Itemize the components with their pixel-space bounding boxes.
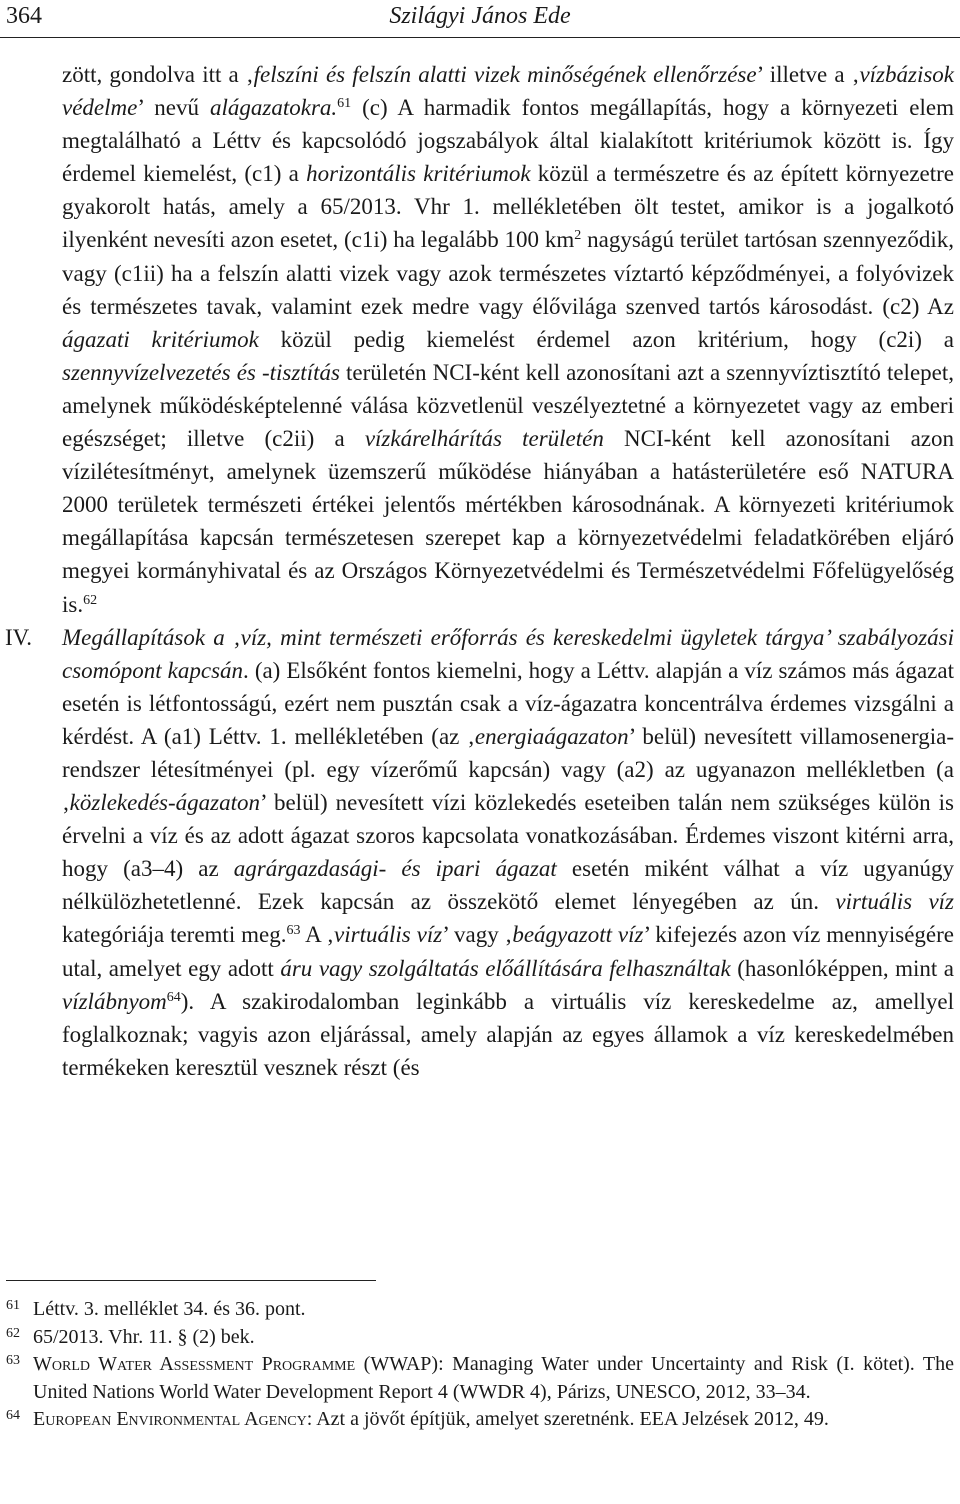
header-rule (0, 37, 960, 38)
italic-run: Megállapítások a ‚víz, mint természeti erőforrás és kereskedelmi ügyletek tárgya’ szabályozási csomópont kapcsán (62, 624, 954, 683)
text-run: (WWAP): Managing Water under Uncertainty and Risk (I. kötet). The United Nations World Water Development Report 4 (WWDR 4), Párizs, UNESCO, 2012, 33–34. (33, 1353, 954, 1403)
running-head: Szilágyi János Ede (389, 3, 571, 29)
text-run: (hasonlóképpen, mint a (730, 955, 954, 981)
text-run: ’ belül) nevesített villamosenergia-rendszer létesítményei (pl. egy vízerőmű kapcsán) vagy (a2) az ugyanazon mellékletben (a ‚ (62, 723, 954, 816)
text-run: közül pedig kiemelést érdemel azon kritérium, hogy (c2i) a (258, 326, 954, 352)
section-number: IV. (5, 624, 33, 650)
italic-run: ágazati kritériumok (62, 326, 259, 352)
section-iv (5, 621, 954, 1084)
italic-run: energiaágazaton (474, 723, 629, 749)
footnote-ref: 64 (166, 989, 181, 1005)
text-run: közül a természetre és az épített környezetre gyakorolt hatás, amely a 65/2013. Vhr 1. mellékletében ölt testet, amikor is a jogalkotó ilyenként nevesíti azon esetet, (c1i) ha legalább 100 km (62, 161, 954, 253)
small-caps-run: European Environmental Agency (33, 1408, 307, 1430)
text-run: ’ vagy ‚ (442, 922, 513, 948)
italic-run: virtuális víz (835, 889, 954, 915)
italic-run: vízlábnyom (62, 988, 167, 1014)
italic-run: felszíni és felszín alatti vizek minőségének ellenőrzése (253, 62, 757, 87)
footnote-ref: 61 (337, 96, 352, 112)
text-run: kategóriája teremti meg. (62, 922, 287, 948)
italic-run: beágyazott víz (512, 922, 644, 948)
italic-run: vízkárelhárítás területén (364, 426, 604, 452)
italic-run: virtuális víz (334, 922, 443, 948)
text-run: nagyságú terület tartósan szennyeződik, vagy (c1ii) ha a felszín alatti vizek vagy azok természetes víztartó képződményei, a folyóvizek és természetes tavak, valamint ezek medre vagy élővilága szenved tartós károsodást. (c2) Az (62, 227, 954, 319)
footnote-63: 63 World Water Assessment Programme (WWAP): Managing Water under Uncertainty and Risk (I. kötet). The United Nations World Water Development Report 4 (WWDR 4), Párizs, UNESCO, 2012, 33–34. (6, 1353, 954, 1403)
italic-run: vízbázisok védelme (62, 62, 954, 121)
page-number: 364 (6, 3, 42, 29)
text-run: : Azt a jövőt építjük, amelyet szeretnénk. EEA Jelzések 2012 (306, 1408, 794, 1430)
text-run: Léttv. 3. melléklet 34. és 36. pont. (33, 1298, 306, 1320)
footnote-ref: 2 (574, 228, 582, 244)
footnote-rule (6, 1280, 376, 1281)
text-run: ’ illetve a ‚ (756, 62, 860, 87)
footnote-text (33, 1408, 829, 1430)
body-text (5, 58, 954, 1084)
footnote-ref: 62 (83, 592, 98, 608)
text-run: ). A szakirodalomban leginkább a virtuális víz kereskedelme az, amellyel foglalkoznak; vagyis azon eljárással, amely alapján az egyes államok a víz kereskedelmében termékeken keresztül vesznek részt (és (62, 988, 954, 1080)
footnotes (6, 1296, 954, 1434)
small-caps-run: World Water Assessment Programme (33, 1353, 356, 1375)
italic-run: szennyvízelvezetés és -tisztítás (62, 359, 340, 385)
footnote-text (33, 1298, 306, 1320)
italic-run: áru vagy szolgáltatás előállítására felhasználtak (280, 955, 731, 981)
paragraph-2 (62, 621, 954, 1084)
text-run: területén NCI-ként kell azonosítani azt a szennyvíztisztító telepet, amelynek működésképtelenné válása közvetlenül veszélyeztetné a környezetet vagy az emberi egészséget; illetve (c2ii) a (62, 359, 954, 452)
footnote-text (33, 1326, 255, 1348)
text-run: zött, gondolva itt a ‚ (62, 62, 254, 87)
footnote-61: 61 Léttv. 3. melléklet 34. és 36. pont. (6, 1298, 306, 1320)
text-run: 65/2013. Vhr. 11. § (2) bek. (33, 1325, 255, 1348)
italic-run: alágazatokra. (210, 95, 338, 121)
text-run: A ‚ (300, 922, 335, 948)
italic-run: horizontális kritériumok (306, 161, 531, 187)
text-run: , 49. (793, 1408, 829, 1430)
footnote-text (33, 1353, 954, 1403)
italic-run: agrárgazdasági- és ipari ágazat (233, 856, 557, 882)
footnote-62: 62 65/2013. Vhr. 11. § (2) bek. (6, 1325, 255, 1348)
text-run: ’ nevű (137, 95, 210, 121)
text-run: (c) A harmadik fontos megállapítás, hogy a környezeti elem megtalálható a Léttv és kapcsolódó jogszabályok által kialakított kritériumok között is. Így érdemel kiemelést, (c1) a (62, 95, 954, 187)
footnote-ref: 63 (286, 923, 301, 939)
text-run: ’ kifejezés azon víz mennyiségére utal, amelyet egy adott (62, 922, 954, 981)
paragraph-1 (62, 58, 954, 621)
text-run: NCI-ként kell azonosítani azon vízilétesítményt, amelynek üzemszerű működése hiányában a hatásterületére eső NATURA 2000 területek természeti értékei jelentős mértékben károsodnának. A környezeti kritériumok megállapítása kapcsán természetesen szerepet kap a környezetvédelmi feladatkörében eljáró megyei kormányhivatal és az Országos Környezetvédelmi és Természetvédelmi Főfelügyelőség is. (62, 426, 954, 617)
footnote-64: 64 European Environmental Agency: Azt a jövőt építjük, amelyet szeretnénk. EEA Jelzések 2012, 49. (6, 1408, 829, 1430)
italic-run: közlekedés-ágazaton (69, 790, 261, 816)
text-run: . (a) Elsőként fontos kiemelni, hogy a Léttv. alapján a víz számos más ágazat esetén is létfontosságú, ezért nem pusztán csak a víz-ágazatra koncentrálva érdemes vizsgálni a kérdést. A (a1) Léttv. 1. mellékletében (az ‚ (62, 657, 954, 749)
text-run: ’ belül) nevesített vízi közlekedés eseteiben talán nem szükséges külön is érvelni a víz és az adott ágazat szoros kapcsolata vonatkozásában. Érdemes viszont kitérni arra, hogy (a3–4) az (62, 790, 954, 882)
text-run: esetén miként válhat a víz ugyanúgy nélkülözhetetlenné. Ezek kapcsán az összekötő elemet lényegében az ún. (62, 856, 954, 915)
page-header (0, 0, 960, 46)
